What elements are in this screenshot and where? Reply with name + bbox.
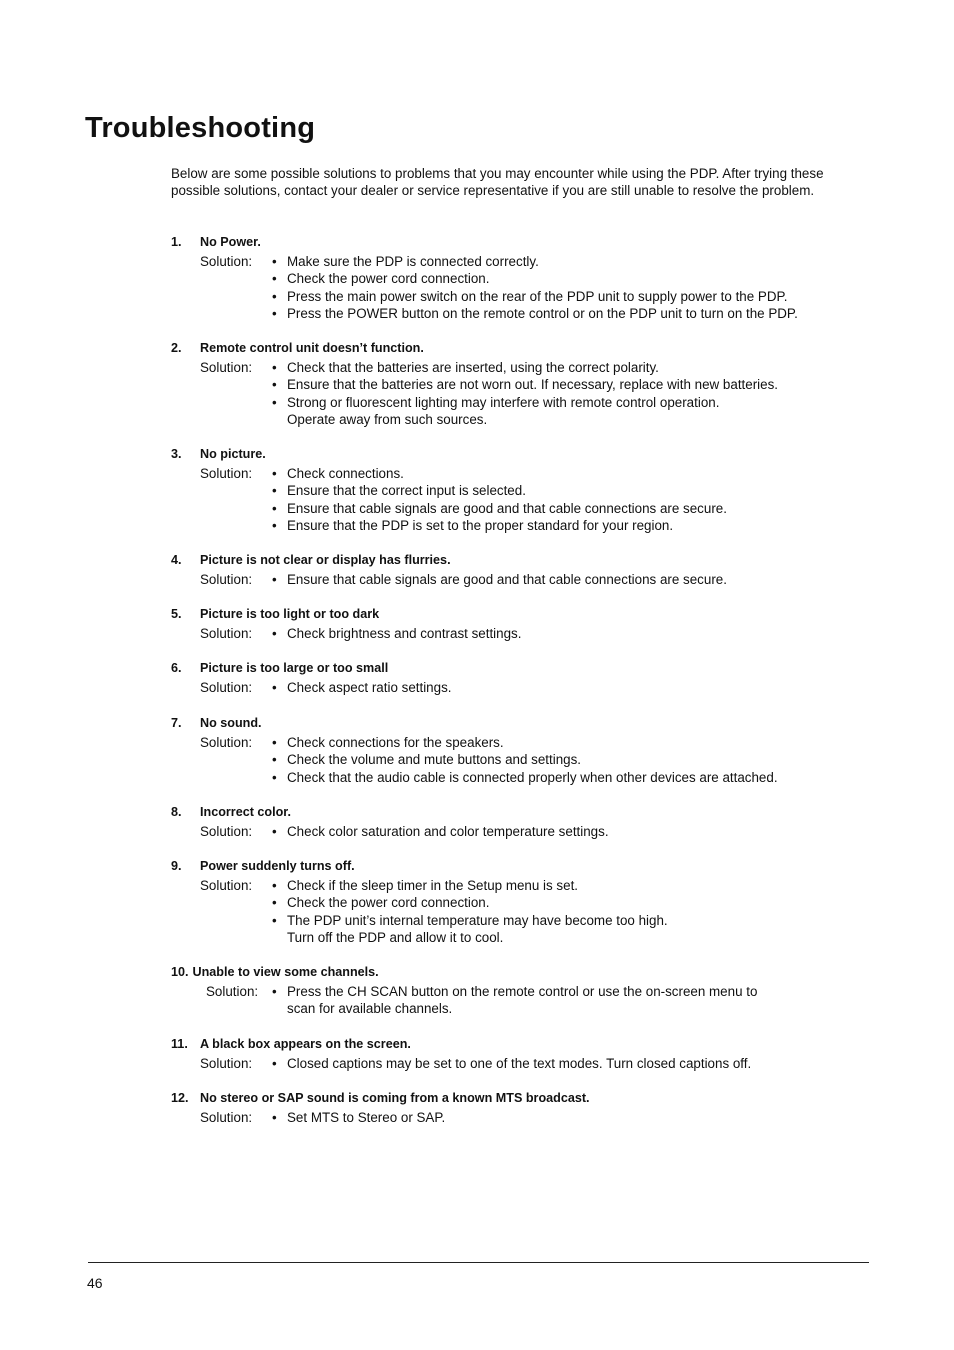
item-title — [171, 606, 871, 625]
solution-bullet: • Press the CH SCAN button on the remote control or use the on-screen menu to — [171, 983, 871, 1000]
solution-bullet: • Closed captions may be set to one of the text modes. Turn closed captions off. — [171, 1055, 871, 1072]
solution-block — [171, 983, 871, 1018]
item-title — [171, 446, 871, 465]
solution-bullet: • Check that the batteries are inserted, using the correct polarity. — [171, 359, 871, 376]
item-title-text: Power suddenly turns off. — [200, 859, 355, 873]
solution-label: Solution: — [200, 680, 253, 695]
continuation-text: Turn off the PDP and allow it to cool. — [287, 929, 504, 945]
item-title — [171, 1036, 871, 1055]
solution-bullet: • Check if the sleep timer in the Setup menu is set. — [171, 877, 871, 894]
solution-label: Solution: — [200, 626, 253, 641]
item-number: 1. — [171, 235, 182, 249]
item-title — [171, 340, 871, 359]
troubleshooting-item-10 — [171, 964, 871, 1018]
item-title-text: No sound. — [200, 716, 262, 730]
solution-label: Solution: — [200, 360, 253, 375]
solution-label: Solution: — [200, 572, 253, 587]
item-number: 2. — [171, 341, 182, 355]
solution-block — [171, 734, 871, 786]
solution-block — [171, 877, 871, 946]
troubleshooting-item-7 — [171, 715, 871, 786]
item-title-text: No Power. — [200, 235, 261, 249]
page-title: Troubleshooting — [85, 112, 316, 144]
item-title — [171, 858, 871, 877]
solution-block — [171, 679, 871, 696]
solution-block — [171, 823, 871, 840]
item-number: 9. — [171, 859, 182, 873]
solution-label: Solution: — [200, 254, 253, 269]
solution-bullet: • Press the main power switch on the rear of the PDP unit to supply power to the PDP. — [171, 288, 871, 305]
solution-bullet: • Check the power cord connection. — [171, 270, 871, 287]
solution-bullet: • Check connections. — [171, 465, 871, 482]
solution-label: Solution: — [206, 984, 259, 999]
solution-bullet: • Ensure that cable signals are good and that cable connections are secure. — [171, 500, 871, 517]
solution-bullet: • Press the POWER button on the remote control or on the PDP unit to turn on the PDP. — [171, 305, 871, 322]
item-title-text: No picture. — [200, 447, 266, 461]
solution-label: Solution: — [200, 1110, 253, 1125]
footer-divider — [88, 1262, 869, 1263]
item-title-text: Picture is not clear or display has flurries. — [200, 553, 451, 567]
troubleshooting-item-11 — [171, 1036, 871, 1072]
item-title — [171, 1090, 871, 1109]
solution-block — [171, 253, 871, 322]
item-number: 7. — [171, 716, 182, 730]
item-title-text: Incorrect color. — [200, 805, 291, 819]
item-title — [171, 715, 871, 734]
troubleshooting-item-1 — [171, 234, 871, 322]
solution-bullet: • Check that the audio cable is connected properly when other devices are attached. — [171, 769, 871, 786]
page-number: 46 — [87, 1275, 103, 1291]
item-title-text: A black box appears on the screen. — [200, 1037, 411, 1051]
item-number: 12. — [171, 1091, 189, 1105]
solution-bullet-continuation — [171, 929, 871, 946]
item-title-text: Picture is too light or too dark — [200, 607, 380, 621]
item-number: 3. — [171, 447, 182, 461]
item-title — [171, 552, 871, 571]
solution-block — [171, 465, 871, 534]
solution-block — [171, 571, 871, 588]
solution-bullet: • Check connections for the speakers. — [171, 734, 871, 751]
solution-bullet: • Check the volume and mute buttons and settings. — [171, 751, 871, 768]
item-number: 8. — [171, 805, 182, 819]
troubleshooting-item-3 — [171, 446, 871, 534]
troubleshooting-item-12 — [171, 1090, 871, 1126]
item-number: 10. — [171, 965, 189, 979]
item-title-text: Picture is too large or too small — [200, 661, 389, 675]
solution-bullet: • Make sure the PDP is connected correctly. — [171, 253, 871, 270]
solution-bullet: • Ensure that the correct input is selected. — [171, 482, 871, 499]
intro-paragraph: Below are some possible solutions to problems that you may encounter while using the PDP. After trying these possible solutions, contact your dealer or service representative if you are still unable to resolve the problem. — [171, 166, 824, 199]
item-number: 5. — [171, 607, 182, 621]
solution-block — [171, 1055, 871, 1072]
solution-label: Solution: — [200, 466, 253, 481]
troubleshooting-item-5 — [171, 606, 871, 642]
troubleshooting-item-9 — [171, 858, 871, 946]
solution-bullet: • Check color saturation and color temperature settings. — [171, 823, 871, 840]
solution-block — [171, 1109, 871, 1126]
solution-bullet: • Ensure that cable signals are good and that cable connections are secure. — [171, 571, 871, 588]
item-number: 6. — [171, 661, 182, 675]
solution-bullet: • Check aspect ratio settings. — [171, 679, 871, 696]
solution-bullet: • Set MTS to Stereo or SAP. — [171, 1109, 871, 1126]
solution-bullet: • Strong or fluorescent lighting may interfere with remote control operation. — [171, 394, 871, 411]
solution-block — [171, 625, 871, 642]
troubleshooting-item-2 — [171, 340, 871, 428]
item-title — [171, 660, 871, 679]
solution-bullet-continuation — [171, 1000, 871, 1017]
item-title-text: Unable to view some channels. — [192, 965, 379, 979]
solution-label: Solution: — [200, 824, 253, 839]
troubleshooting-item-6 — [171, 660, 871, 696]
continuation-text: scan for available channels. — [287, 1001, 453, 1017]
solution-bullet: • Ensure that the PDP is set to the proper standard for your region. — [171, 517, 871, 534]
solution-bullet: • The PDP unit’s internal temperature may have become too high. — [171, 912, 871, 929]
solution-bullet-continuation — [171, 411, 871, 428]
solution-bullet: • Check the power cord connection. — [171, 894, 871, 911]
solution-block — [171, 359, 871, 428]
troubleshooting-item-4 — [171, 552, 871, 588]
solution-bullet: • Ensure that the batteries are not worn out. If necessary, replace with new batteries. — [171, 376, 871, 393]
item-title — [171, 234, 871, 253]
item-number: 4. — [171, 553, 182, 567]
solution-label: Solution: — [200, 878, 253, 893]
solution-bullet: • Check brightness and contrast settings. — [171, 625, 871, 642]
troubleshooting-item-8 — [171, 804, 871, 840]
item-number: 11. — [171, 1037, 188, 1051]
continuation-text: Operate away from such sources. — [287, 411, 488, 427]
item-title — [171, 804, 871, 823]
item-title-text: Remote control unit doesn’t function. — [200, 341, 424, 355]
item-title-text: No stereo or SAP sound is coming from a known MTS broadcast. — [200, 1091, 590, 1105]
solution-label: Solution: — [200, 1056, 253, 1071]
solution-label: Solution: — [200, 735, 253, 750]
item-title — [171, 964, 871, 983]
